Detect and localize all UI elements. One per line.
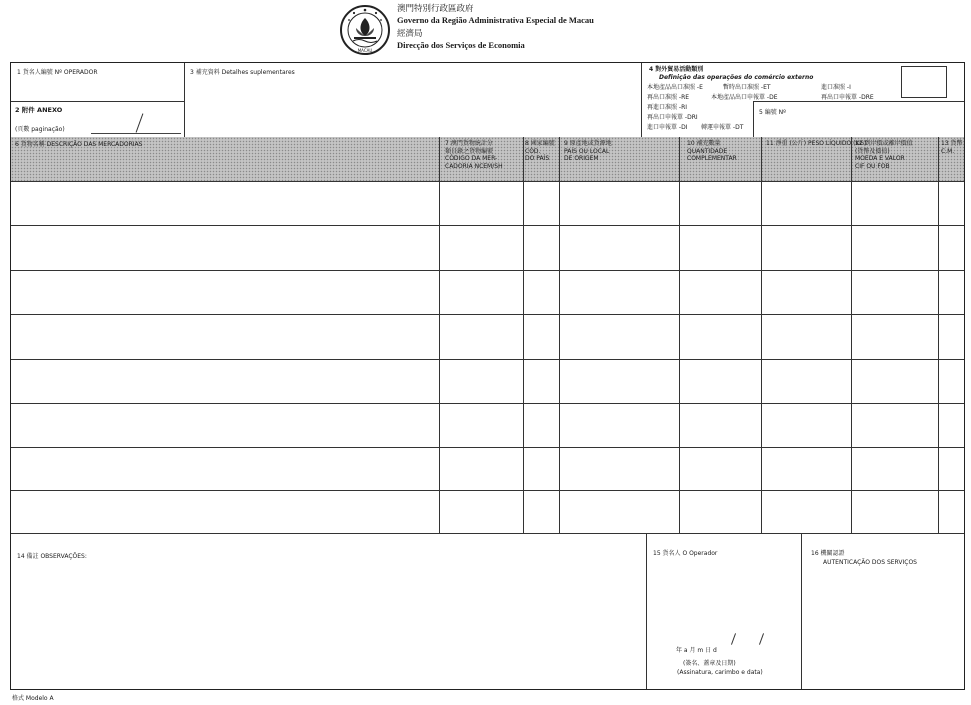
field-15-signature-pt: (Assinatura, carimbo e data) — [677, 669, 763, 676]
goods-row-line — [11, 225, 964, 226]
op-di: 進口申報單 -DI — [647, 124, 688, 131]
op-e: 本地產品出口准照 -E — [647, 84, 703, 91]
field-16-authentication-zh: 16 機關認證 — [811, 550, 845, 557]
col-8-country-code-header: 8 國家編號 CÓD. DO PAÍS — [525, 140, 555, 162]
declaration-form — [10, 62, 965, 690]
footer-model-label: 格式 Modelo A — [12, 695, 54, 702]
field-15-operator-label: 15 貨名人 O Operador — [653, 550, 718, 557]
col-12-value-header: 12 到岸價或離岸價值 (貨幣及價值) MOEDA E VALOR CIF OU FOB — [855, 140, 913, 170]
op-dri: 再出口申報單 -DRI — [647, 114, 698, 121]
field-15-signature-zh: (簽名、蓋章及日期) — [683, 660, 736, 667]
gov-name-zh: 澳門特別行政區政府 — [397, 4, 474, 14]
pagination-slash — [136, 113, 144, 132]
date-slash — [731, 633, 736, 645]
field-1-operator-label: 1 貨名人編號 Nº OPERADOR — [17, 69, 98, 76]
col-11-weight-header: 11 淨重 (公斤) PESO LÍQUIDO (KG) — [766, 140, 867, 147]
date-slash — [759, 633, 764, 645]
field-4-checkbox[interactable] — [901, 66, 947, 98]
emblem-text: MACAU — [357, 48, 373, 53]
field-3-details-label: 3 補充資料 Detalhes suplementares — [190, 69, 295, 76]
op-dre: 再出口申報單 -DRE — [821, 94, 874, 101]
field-2-pagination-label: (頁數 paginação) — [15, 126, 65, 133]
field-16-authentication-pt: AUTENTICAÇÃO DOS SERVIÇOS — [823, 559, 917, 566]
goods-row-line — [11, 403, 964, 404]
goods-row-line — [11, 447, 964, 448]
col-7-code-header: 7 澳門貨物統計分 類目錄之貨物編號 CÓDIGO DA MER- CADORIA NCEM/SH — [445, 140, 503, 170]
pagination-line — [91, 133, 181, 134]
field-2-annex-label: 2 附件 ANEXO — [15, 106, 63, 114]
op-re: 再出口准照 -RE — [647, 94, 690, 101]
goods-row-line — [11, 270, 964, 271]
field-4-title: 4 對外貿易活動類別 — [649, 66, 704, 73]
dept-name-zh: 經濟局 — [397, 29, 423, 39]
field-4-subtitle: Definição das operações do comércio externo — [659, 74, 814, 81]
field-14-observations-label: 14 備註 OBSERVAÇÕES: — [17, 553, 87, 560]
goods-row-line — [11, 314, 964, 315]
col-6-description-header: 6 貨物名稱 DESCRIÇÃO DAS MERCADORIAS — [15, 141, 143, 148]
op-i: 進口准照 -I — [821, 84, 851, 91]
field-15-date-label: 年 a 月 m 日 d — [676, 647, 717, 654]
col-13-currency-header: 13 貨幣 C.M. — [941, 140, 963, 155]
op-dt: 轉運申報單 -DT — [701, 124, 744, 131]
field-5-number-label: 5 編號 Nº — [759, 109, 786, 116]
op-ri: 再進口准照 -RI — [647, 104, 688, 111]
col-9-origin-header: 9 原產地或貨源地 PAÍS OU LOCAL DE ORIGEM — [564, 140, 612, 162]
op-de: 本地產品出口申報單 -DE — [711, 94, 778, 101]
goods-row-line — [11, 359, 964, 360]
goods-row-line — [11, 490, 964, 491]
dept-name-pt: Direcção dos Serviços de Economia — [397, 40, 525, 50]
gov-name-pt: Governo da Região Administrativa Especial de Macau — [397, 15, 594, 25]
col-10-quantity-header: 10 補充數量 QUANTIDADE COMPLEMENTAR — [687, 140, 737, 162]
emblem — [339, 4, 391, 56]
op-et: 暫時出口准照 -ET — [723, 84, 771, 91]
